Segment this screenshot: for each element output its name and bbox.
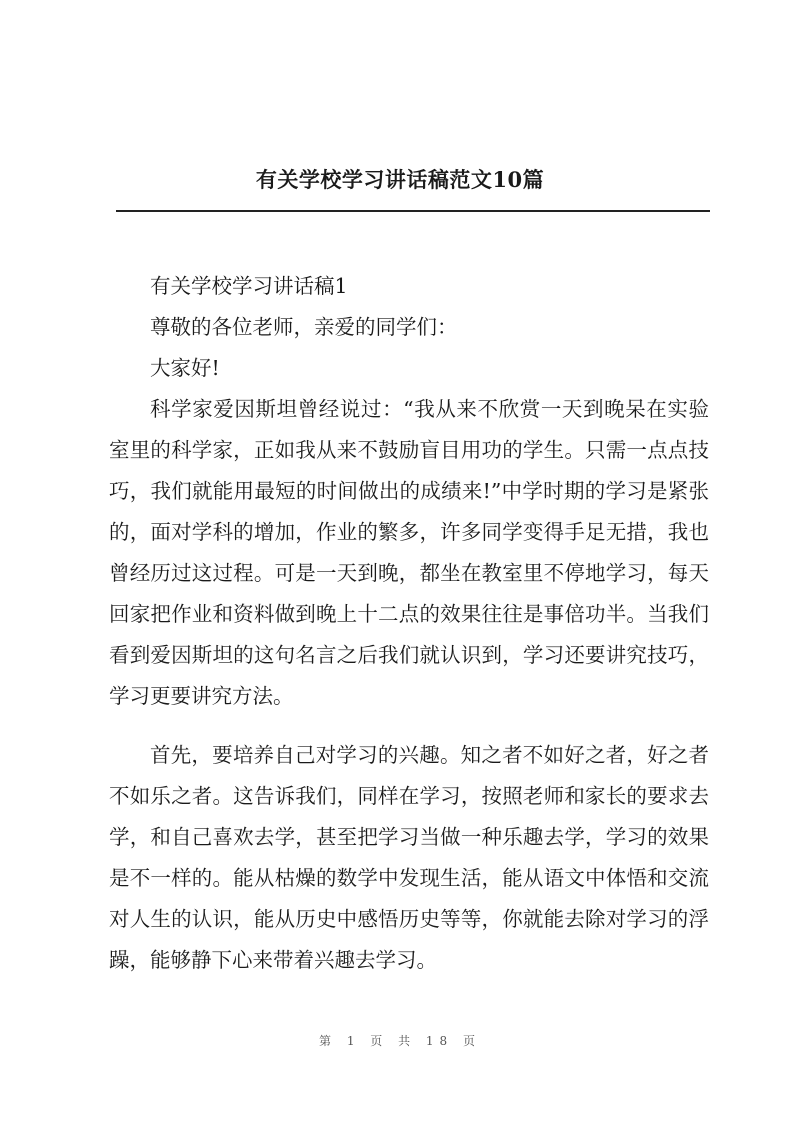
section-heading: 有关学校学习讲话稿1	[150, 274, 348, 298]
salutation: 尊敬的各位老师，亲爱的同学们：	[150, 315, 458, 339]
greeting: 大家好!	[150, 356, 220, 380]
document-title: 有关学校学习讲话稿范文10篇	[255, 167, 545, 192]
document-body	[109, 266, 709, 981]
body-paragraph: 科学家爱因斯坦曾经说过：“我从来不欣赏一天到晚呆在实验室里的科学家，正如我从来不鼓励盲目用功的学生。只需一点点技巧，我们就能用最短的时间做出的成绩来!”中学时期的学习是紧张的，面对学科的增加，作业的繁多，许多同学变得手足无措，我也曾经历过这过程。可是一天到晚，都坐在教室里不停地学习，每天回家把作业和资料做到晚上十二点的效果往往是事倍功半。当我们看到爱因斯坦的这句名言之后我们就认识到，学习还要讲究技巧，学习更要讲究方法。	[109, 397, 709, 708]
title-divider	[116, 210, 710, 212]
page-footer: 第 1 页 共 18 页	[319, 1034, 481, 1048]
body-paragraph: 首先，要培养自己对学习的兴趣。知之者不如好之者，好之者不如乐之者。这告诉我们，同样在学习，按照老师和家长的要求去学，和自己喜欢去学，甚至把学习当做一种乐趣去学，学习的效果是不一样的。能从枯燥的数学中发现生活，能从语文中体悟和交流对人生的认识，能从历史中感悟历史等等，你就能去除对学习的浮躁，能够静下心来带着兴趣去学习。	[109, 743, 709, 972]
